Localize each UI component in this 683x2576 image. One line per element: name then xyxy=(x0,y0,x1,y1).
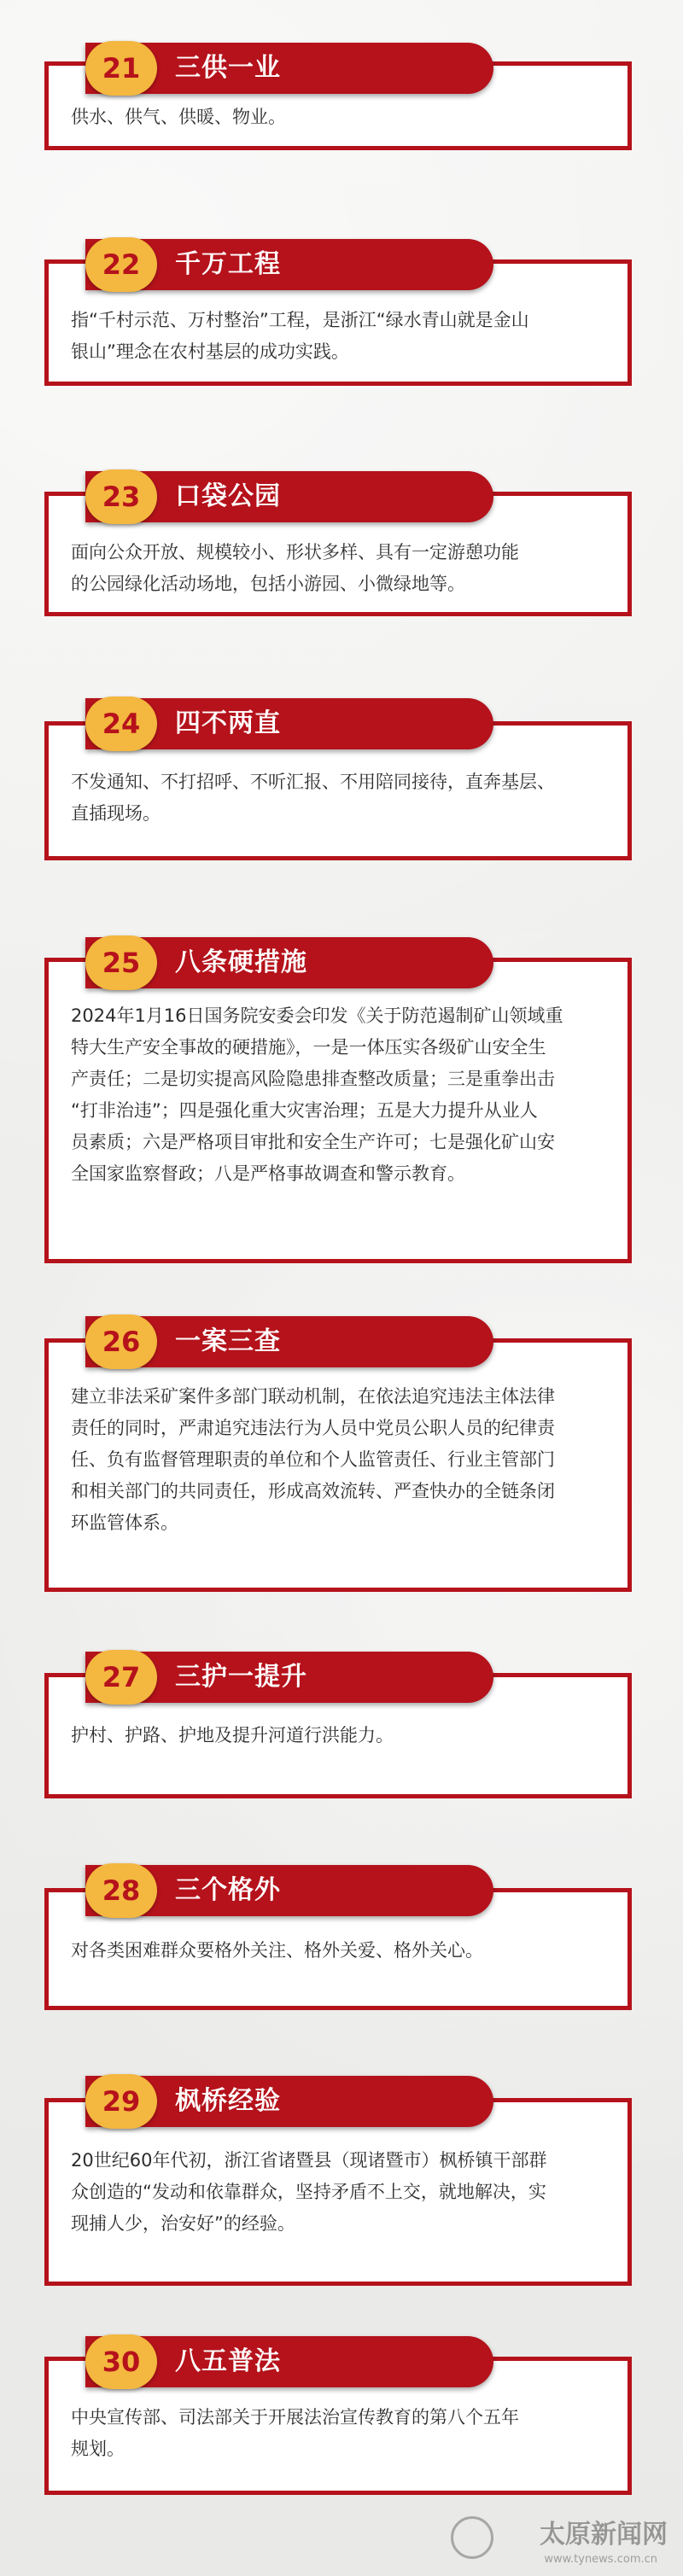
description-line: 护村、护路、护地及提升河道行洪能力。 xyxy=(71,1725,394,1746)
entry-description xyxy=(71,1381,605,1539)
entry-number-badge: 22 xyxy=(85,237,157,292)
entry-number-badge: 21 xyxy=(85,41,157,96)
description-line: 全国家监察督政；八是严格事故调查和警示教育。 xyxy=(71,1163,465,1184)
description-line: 员素质；六是严格项目审批和安全生产许可；七是强化矿山安 xyxy=(71,1132,555,1152)
description-line: 对各类困难群众要格外关注、格外关爱、格外关心。 xyxy=(71,1940,483,1961)
entry-title: 千万工程 xyxy=(175,249,281,279)
description-line: 银山”理念在农村基层的成功实践。 xyxy=(71,341,349,362)
entry-number-badge: 29 xyxy=(85,2074,157,2129)
description-line: 和相关部门的共同责任，形成高效流转、严查快办的全链条闭 xyxy=(71,1481,555,1501)
entry-number-badge: 23 xyxy=(85,469,157,524)
description-line: 20世纪60年代初，浙江省诸暨县（现诸暨市）枫桥镇干部群 xyxy=(71,2150,547,2171)
description-line: 面向公众开放、规模较小、形状多样、具有一定游憩功能 xyxy=(71,542,519,562)
watermark-name: 太原新闻网 xyxy=(540,2520,668,2550)
entry-number-badge: 25 xyxy=(85,935,157,990)
description-line: 的公园绿化活动场地，包括小游园、小微绿地等。 xyxy=(71,574,465,594)
entry-description xyxy=(71,1720,605,1751)
entry-description xyxy=(71,1935,605,1967)
description-line: 环监管体系。 xyxy=(71,1512,178,1533)
entry-description xyxy=(71,305,605,368)
entry-title: 三个格外 xyxy=(175,1875,281,1905)
description-line: 产责任；二是切实提高风险隐患排查整改质量；三是重拳出击 xyxy=(71,1069,555,1089)
entry-description xyxy=(71,537,605,600)
entry-number-badge: 26 xyxy=(85,1314,157,1369)
entry-description xyxy=(71,1000,605,1190)
description-line: 2024年1月16日国务院安委会印发《关于防范遏制矿山领域重 xyxy=(71,1005,563,1026)
description-line: 责任的同时，严肃追究违法行为人员中党员公职人员的纪律责 xyxy=(71,1418,555,1438)
description-line: 直插现场。 xyxy=(71,803,161,824)
description-line: 现捕人少，治安好”的经验。 xyxy=(71,2213,295,2234)
entry-title: 三护一提升 xyxy=(175,1662,307,1692)
description-line: 指“千村示范、万村整治”工程，是浙江“绿水青山就是金山 xyxy=(71,310,529,330)
entry-title: 八五普法 xyxy=(175,2346,281,2376)
entry-title: 一案三查 xyxy=(175,1326,281,1356)
entry-title: 枫桥经验 xyxy=(175,2086,281,2116)
description-line: 建立非法采矿案件多部门联动机制，在依法追究违法主体法律 xyxy=(71,1386,555,1407)
description-line: “打非治违”；四是强化重大灾害治理；五是大力提升从业人 xyxy=(71,1100,538,1121)
description-line: 中央宣传部、司法部关于开展法治宣传教育的第八个五年 xyxy=(71,2407,519,2427)
entry-card xyxy=(44,958,632,1263)
entry-number-badge: 30 xyxy=(85,2334,157,2389)
watermark-logo xyxy=(451,2516,493,2559)
entry-title: 口袋公园 xyxy=(175,481,281,511)
entry-card xyxy=(44,1338,632,1592)
entry-number-badge: 28 xyxy=(85,1863,157,1918)
entry-description xyxy=(71,102,605,133)
entry-number-badge: 24 xyxy=(85,696,157,751)
entry-description xyxy=(71,2145,605,2240)
watermark-url: www.tynews.com.cn xyxy=(544,2553,657,2566)
description-line: 规划。 xyxy=(71,2439,125,2459)
entry-title: 三供一业 xyxy=(175,53,281,83)
entry-title: 四不两直 xyxy=(175,708,281,738)
description-line: 供水、供气、供暖、物业。 xyxy=(71,107,286,127)
description-line: 众创造的“发动和依靠群众，坚持矛盾不上交，就地解决，实 xyxy=(71,2182,546,2202)
entry-description xyxy=(71,766,605,830)
description-line: 任、负有监督管理职责的单位和个人监管责任、行业主管部门 xyxy=(71,1449,555,1470)
entry-description xyxy=(71,2402,605,2465)
entry-title: 八条硬措施 xyxy=(175,947,307,977)
description-line: 不发通知、不打招呼、不听汇报、不用陪同接待，直奔基层、 xyxy=(71,772,555,792)
description-line: 特大生产安全事故的硬措施》，一是一体压实各级矿山安全生 xyxy=(71,1037,546,1058)
entry-number-badge: 27 xyxy=(85,1650,157,1705)
